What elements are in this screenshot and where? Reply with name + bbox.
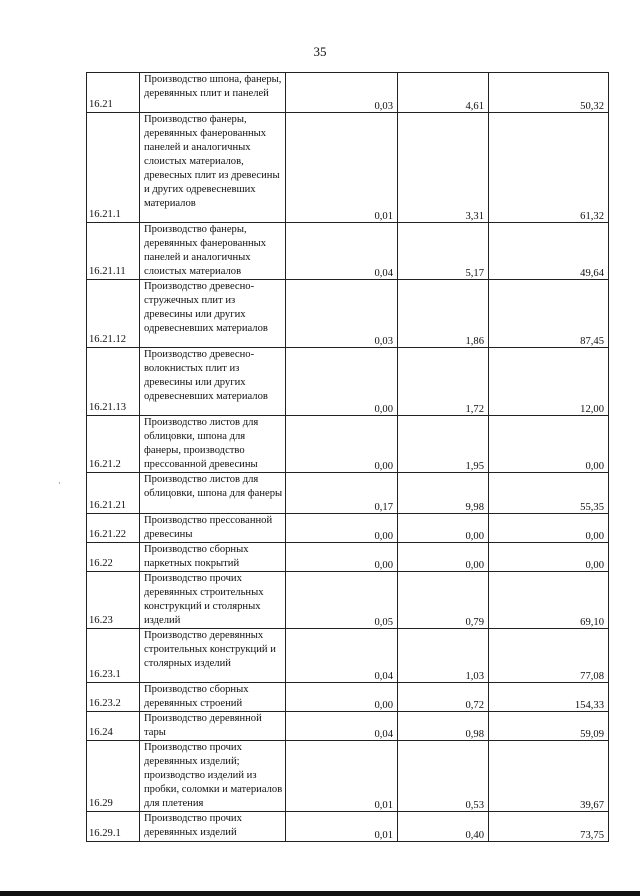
value-3: 55,35 <box>489 473 609 514</box>
value-3: 154,33 <box>489 683 609 712</box>
table-row <box>87 473 609 514</box>
value-1: 0,01 <box>286 741 398 812</box>
okved-code: 16.23 <box>87 572 140 629</box>
okved-code: 16.29.1 <box>87 812 140 842</box>
value-2: 0,40 <box>398 812 489 842</box>
value-2: 4,61 <box>398 73 489 113</box>
value-2: 0,00 <box>398 514 489 543</box>
value-1: 0,04 <box>286 223 398 280</box>
value-2: 1,72 <box>398 348 489 416</box>
value-2: 1,95 <box>398 416 489 473</box>
activity-name: Производство листов для облицовки, шпона для фанеры <box>140 473 286 514</box>
value-3: 59,09 <box>489 712 609 741</box>
value-3: 0,00 <box>489 416 609 473</box>
activity-name: Производство сборных деревянных строений <box>140 683 286 712</box>
activity-name: Производство сборных паркетных покрытий <box>140 543 286 572</box>
okved-code: 16.21.11 <box>87 223 140 280</box>
value-2: 0,00 <box>398 543 489 572</box>
value-1: 0,01 <box>286 812 398 842</box>
activity-name: Производство деревянных строительных конструкций и столярных изделий <box>140 629 286 683</box>
activity-name: Производство прессованной древесины <box>140 514 286 543</box>
value-3: 73,75 <box>489 812 609 842</box>
table-row <box>87 741 609 812</box>
page-number: 35 <box>313 44 327 59</box>
activity-name: Производство древесно-стружечных плит из древесины или других одревесневших материалов <box>140 280 286 348</box>
activity-name: Производство прочих деревянных строительных конструкций и столярных изделий <box>140 572 286 629</box>
value-1: 0,05 <box>286 572 398 629</box>
okved-code: 16.29 <box>87 741 140 812</box>
value-2: 0,53 <box>398 741 489 812</box>
value-1: 0,00 <box>286 543 398 572</box>
activity-name: Производство прочих деревянных изделий; производство изделий из пробки, соломки и материалов для плетения <box>140 741 286 812</box>
value-3: 12,00 <box>489 348 609 416</box>
value-2: 0,72 <box>398 683 489 712</box>
activity-name: Производство фанеры, деревянных фанерованных панелей и аналогичных слоистых материалов, древесных плит из древесины и других одревесневших материалов <box>140 113 286 223</box>
value-1: 0,01 <box>286 113 398 223</box>
value-1: 0,04 <box>286 712 398 741</box>
value-3: 0,00 <box>489 543 609 572</box>
value-1: 0,00 <box>286 416 398 473</box>
table-row <box>87 629 609 683</box>
data-table <box>86 72 609 842</box>
activity-name: Производство древесно-волокнистых плит из древесины или других одревесневших материалов <box>140 348 286 416</box>
value-3: 39,67 <box>489 741 609 812</box>
scan-border <box>0 891 640 896</box>
activity-name: Производство прочих деревянных изделий <box>140 812 286 842</box>
activity-name: Производство деревянной тары <box>140 712 286 741</box>
table-row <box>87 280 609 348</box>
okved-code: 16.21.22 <box>87 514 140 543</box>
table-row <box>87 712 609 741</box>
value-1: 0,00 <box>286 683 398 712</box>
value-2: 0,79 <box>398 572 489 629</box>
value-3: 69,10 <box>489 572 609 629</box>
okved-code: 16.21.2 <box>87 416 140 473</box>
okved-code: 16.21.12 <box>87 280 140 348</box>
value-1: 0,17 <box>286 473 398 514</box>
value-3: 77,08 <box>489 629 609 683</box>
value-3: 0,00 <box>489 514 609 543</box>
value-3: 50,32 <box>489 73 609 113</box>
value-2: 5,17 <box>398 223 489 280</box>
activity-name: Производство фанеры, деревянных фанерованных панелей и аналогичных слоистых материалов <box>140 223 286 280</box>
margin-speck: · <box>58 478 61 488</box>
okved-code: 16.21 <box>87 73 140 113</box>
value-2: 0,98 <box>398 712 489 741</box>
table-row <box>87 223 609 280</box>
table-row <box>87 683 609 712</box>
okved-code: 16.21.1 <box>87 113 140 223</box>
value-1: 0,00 <box>286 514 398 543</box>
table-row <box>87 812 609 842</box>
value-1: 0,03 <box>286 280 398 348</box>
table-row <box>87 348 609 416</box>
value-3: 87,45 <box>489 280 609 348</box>
value-2: 9,98 <box>398 473 489 514</box>
value-1: 0,03 <box>286 73 398 113</box>
table-row <box>87 572 609 629</box>
table-row <box>87 416 609 473</box>
value-1: 0,00 <box>286 348 398 416</box>
activity-name: Производство листов для облицовки, шпона для фанеры, производство прессованной древесины <box>140 416 286 473</box>
okved-code: 16.21.21 <box>87 473 140 514</box>
table-row <box>87 73 609 113</box>
value-2: 1,03 <box>398 629 489 683</box>
value-3: 61,32 <box>489 113 609 223</box>
table-row <box>87 113 609 223</box>
okved-code: 16.22 <box>87 543 140 572</box>
value-2: 3,31 <box>398 113 489 223</box>
value-1: 0,04 <box>286 629 398 683</box>
okved-code: 16.21.13 <box>87 348 140 416</box>
okved-code: 16.23.1 <box>87 629 140 683</box>
value-3: 49,64 <box>489 223 609 280</box>
value-2: 1,86 <box>398 280 489 348</box>
okved-code: 16.24 <box>87 712 140 741</box>
okved-code: 16.23.2 <box>87 683 140 712</box>
table-row <box>87 514 609 543</box>
activity-name: Производство шпона, фанеры, деревянных плит и панелей <box>140 73 286 113</box>
table-row <box>87 543 609 572</box>
